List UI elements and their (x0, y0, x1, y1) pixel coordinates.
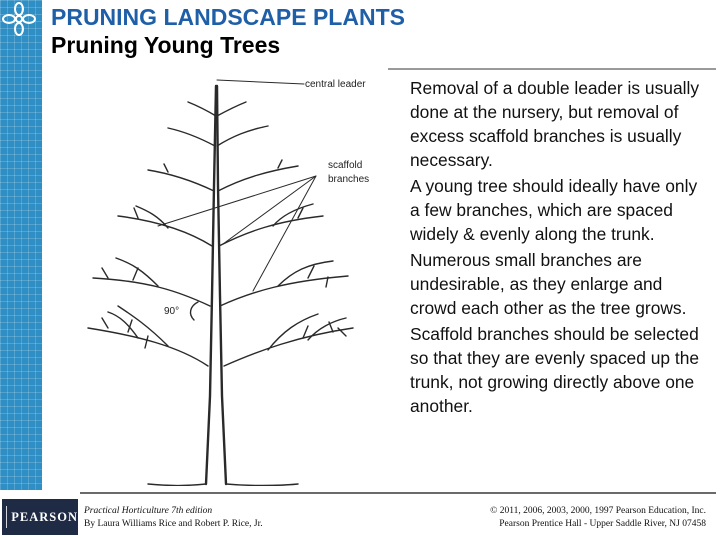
label-scaffold-line2: branches (328, 174, 370, 185)
footer-divider (80, 492, 716, 494)
label-angle: 90° (164, 306, 180, 317)
slide-title (51, 3, 405, 59)
bullet-item: Removal of a double leader is usually done at the nursery, but removal of excess scaffold branches is usually necessary. (410, 78, 700, 170)
label-central-leader: central leader (305, 79, 366, 90)
bullet-item: Numerous small branches are undesirable, as they enlarge and crowd each other as the tree grows. (410, 250, 687, 318)
bullet-item: Scaffold branches should be selected so that they are evenly spaced up the trunk, not growing directly above one another. (410, 324, 700, 416)
book-authors: By Laura Williams Rice and Robert P. Rice, Jr. (84, 519, 263, 529)
slide-title-main: PRUNING LANDSCAPE PLANTS (51, 4, 405, 30)
footer-copyright (490, 505, 706, 531)
bullet-item: A young tree should ideally have only a few branches, which are spaced widely & evenly along the trunk. (410, 176, 698, 244)
tree-drawing (48, 66, 388, 486)
decorative-sidebar (0, 0, 42, 540)
label-scaffold-line1: scaffold (328, 160, 363, 171)
copyright-text: © 2011, 2006, 2003, 2000, 1997 Pearson Education, Inc. (490, 506, 706, 516)
book-title: Practical Horticulture 7th edition (84, 506, 213, 516)
slide-subtitle: Pruning Young Trees (51, 32, 281, 58)
bullet-list (404, 76, 710, 420)
publisher-text: Pearson Prentice Hall - Upper Saddle River, NJ 07458 (499, 519, 706, 529)
flower-icon (2, 2, 36, 36)
tree-illustration (48, 66, 388, 486)
footer-credits (84, 505, 263, 531)
header-divider (388, 68, 716, 70)
logo-text: PEARSON (11, 509, 78, 524)
pearson-logo (2, 499, 78, 535)
